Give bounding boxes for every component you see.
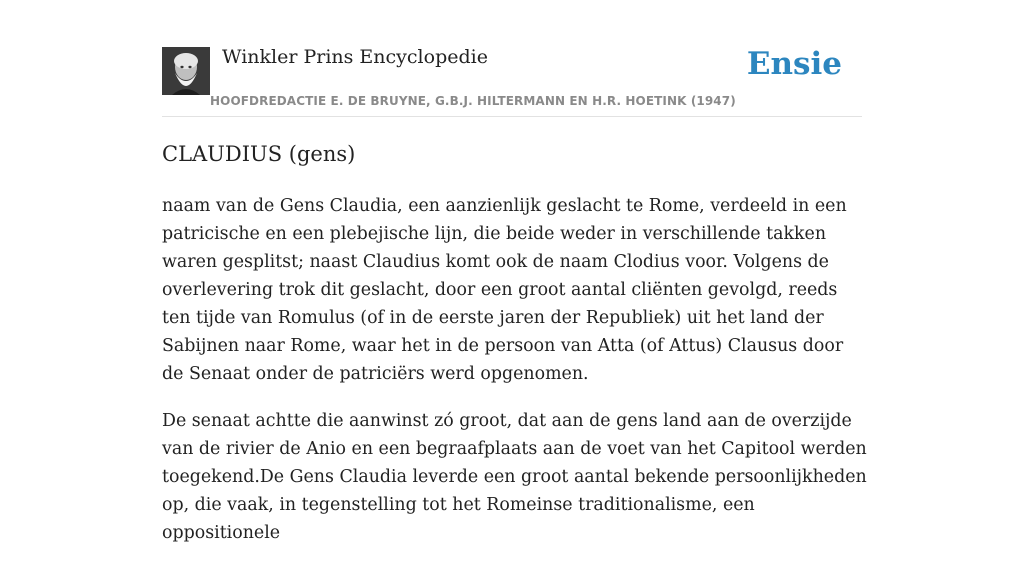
- source-title[interactable]: Winkler Prins Encyclopedie: [222, 46, 488, 68]
- entry-paragraph: De senaat achtte die aanwinst zó groot, dat aan de gens land aan de overzijde van de rivier de Anio en een begraafplaats aan de voet van het Capitool werden toegekend.De Gens Claudia leverde een groot aantal bekende persoonlijkheden op, die vaak, in tegenstelling tot het Romeinse traditionalisme, een oppositionele: [162, 411, 867, 543]
- source-header: [162, 0, 862, 117]
- page-container: [162, 0, 867, 543]
- entry-paragraph: naam van de Gens Claudia, een aanzienlijk geslacht te Rome, verdeeld in een patricische en een plebejische lijn, die beide weder in verschillende takken waren gesplitst; naast Claudius komt ook de naam Clodius voor. Volgens de overlevering trok dit geslacht, door een groot aantal cliënten gevolgd, reeds ten tijde van Romulus (of in de eerste jaren der Republiek) uit het land der Sabijnen naar Rome, waar het in de persoon van Atta (of Attus) Clausus door de Senaat onder de patriciërs werd opgenomen.: [162, 196, 847, 384]
- portrait-image: [162, 47, 210, 95]
- entry-title: CLAUDIUS (gens): [162, 142, 356, 166]
- ensie-logo[interactable]: Ensie: [746, 46, 842, 82]
- entry-body: [162, 192, 868, 566]
- author-portrait-icon[interactable]: [162, 47, 210, 95]
- source-editors: HOOFDREDACTIE E. DE BRUYNE, G.B.J. HILTERMANN EN H.R. HOETINK (1947): [210, 94, 736, 108]
